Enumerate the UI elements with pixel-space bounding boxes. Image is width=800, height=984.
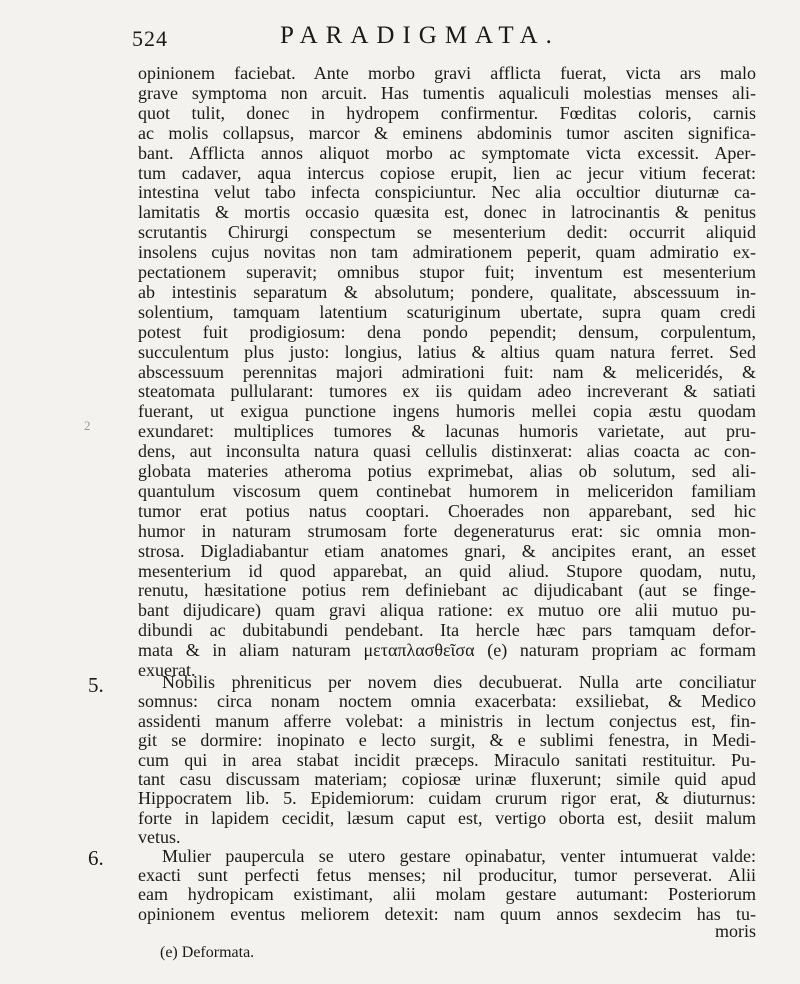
text-line: grave symptoma non arcuit. Has tumentis aqualiculi molestias menses ali- xyxy=(138,82,756,103)
text-line: renutu, hæsitatione potius rem definiebant ac dijudicabant (aut se finge- xyxy=(138,580,756,601)
text-line: quot tulit, donec in hydropem confirmentur. Fœditas coloris, carnis xyxy=(138,102,756,123)
section-number-6: 6. xyxy=(88,846,104,870)
text-line: fuerant, ut exigua punctione ingens humoris mellei copia æstu quodam xyxy=(138,401,756,422)
text-line: tumor erat potius natus cooptari. Choerades non apparebant, sed hic xyxy=(138,500,756,521)
text-line: abscessuum perennitas majori admirationi fuit: nam & meliceridés, & xyxy=(138,361,756,382)
text-line: cum qui in area stabat incidit præceps. Miraculo sanitati restituitur. Pu- xyxy=(138,749,756,770)
text-line: quantulum viscosum quem continebat humorem in meliceridon familiam xyxy=(138,480,756,501)
text-line: strosa. Digladiabantur etiam anatomes gnari, & ancipites erant, an esset xyxy=(138,540,756,561)
text-line: vetus. xyxy=(138,827,181,848)
text-line: ab intestinis separatum & absolutum; pondere, qualitate, abscessuum in- xyxy=(138,281,756,302)
text-line: eam hydropicam existimant, alii molam gestare autumant: Posteriorum xyxy=(138,884,756,905)
text-line: somnus: circa nonam noctem omnia exacerbata: exsiliebat, & Medico xyxy=(138,691,756,712)
text-line: Nobilis phreniticus per novem dies decubuerat. Nulla arte conciliatur xyxy=(162,672,756,692)
text-line: dibundi ac dubitabundi pendebant. Ita hercle hæc pars tamquam defor- xyxy=(138,620,756,641)
text-line: dens, aut inconsulta natura quasi cellulis distinxerat: alias coacta ac con- xyxy=(138,441,756,462)
text-line: git se dormire: inopinato e lecto surgit, & e sublimi fenestra, in Medi- xyxy=(138,730,756,751)
text-line: bant. Afflicta annos aliquot morbo ac symptomate victa excessit. Aper- xyxy=(138,142,756,163)
text-line: opinionem eventus meliorem detexit: nam quum annos sexdecim has tu- xyxy=(138,903,756,924)
text-line: Mulier paupercula se utero gestare opinabatur, venter intumuerat valde: xyxy=(162,846,756,866)
text-line: forte in lapidem cecidit, læsum caput est, vertigo oborta est, desiit malum xyxy=(138,807,756,828)
running-head: PARADIGMATA. xyxy=(280,22,560,49)
text-line: pectationem superavit; omnibus stupor fuit; inventum est mesenterium xyxy=(138,262,756,282)
text-line: succulentum plus justo: longius, latius & altius quam natura ferret. Sed xyxy=(138,341,756,362)
margin-mark: 2 xyxy=(84,418,91,433)
text-line: insolens cujus novitas non tam admirationem peperit, quam admiratio ex- xyxy=(138,242,756,263)
text-line: solentium, tamquam latentium scaturiginum ubertate, supra quam credi xyxy=(138,301,756,322)
text-line: opinionem faciebat. Ante morbo gravi afflicta fuerat, victa ars malo xyxy=(138,63,756,83)
text-line: mesenterium id quod apparebat, an quid aliud. Stupore quodam, nutu, xyxy=(138,560,756,581)
text-line: Hippocratem lib. 5. Epidemiorum: cuidam crurum rigor erat, & diuturnus: xyxy=(138,788,756,809)
text-line: moris xyxy=(714,921,756,941)
text-line: bant dijudicare) quam gravi aliqua ratione: ex mutuo ore alii mutuo pu- xyxy=(138,600,756,621)
text-line: exacti sunt perfecti fetus menses; nil producitur, tumor perseverat. Alii xyxy=(138,865,756,886)
page-number: 524 xyxy=(132,26,168,51)
text-line: tum cadaver, aqua intercus copiose erupit, lien ac jecur vitium fecerat: xyxy=(138,162,756,183)
section-number-5: 5. xyxy=(88,673,104,697)
text-line: exundaret: multiplices tumores & lacunas humoris varietate, aut pru- xyxy=(138,421,756,442)
text-line: tant casu discussam materiam; copiosæ urinæ fluxerunt; simile quid apud xyxy=(138,769,756,789)
text-line: mata & in aliam naturam μεταπλασθεῖσα (e) naturam propriam ac formam xyxy=(138,640,756,661)
text-line: exuerat. xyxy=(138,660,196,680)
text-line: lamitatis & mortis occasio quæsita est, donec in latrocinantis & penitus xyxy=(138,202,756,223)
text-line: humor in naturam strumosam forte degeneraturus erat: sic omnia mon- xyxy=(138,520,756,541)
text-line: steatomata pullularant: tumores ex iis quidam adeo increverant & satiati xyxy=(138,381,756,402)
text-line: ac molis collapsus, marcor & eminens abdominis tumor asciten significa- xyxy=(138,122,756,143)
text-line: intestina velut tabo infecta conspiciuntur. Nec alia occultior diuturnæ ca- xyxy=(138,182,756,203)
text-line: globata materies atheroma potius exprimebat, alias ob solutum, sed ali- xyxy=(138,461,756,481)
text-line: scrutantis Chirurgi conspectum se mesenterium dedit: occurrit aliquid xyxy=(138,222,756,243)
footnote: (e) Deformata. xyxy=(160,944,255,961)
text-line: potest fuit prodigiosum: dena pondo pependit; densum, corpulentum, xyxy=(138,321,756,342)
text-line: assidenti manum afferre volebat: a ministris in lectum conjectus est, fin- xyxy=(138,710,756,731)
